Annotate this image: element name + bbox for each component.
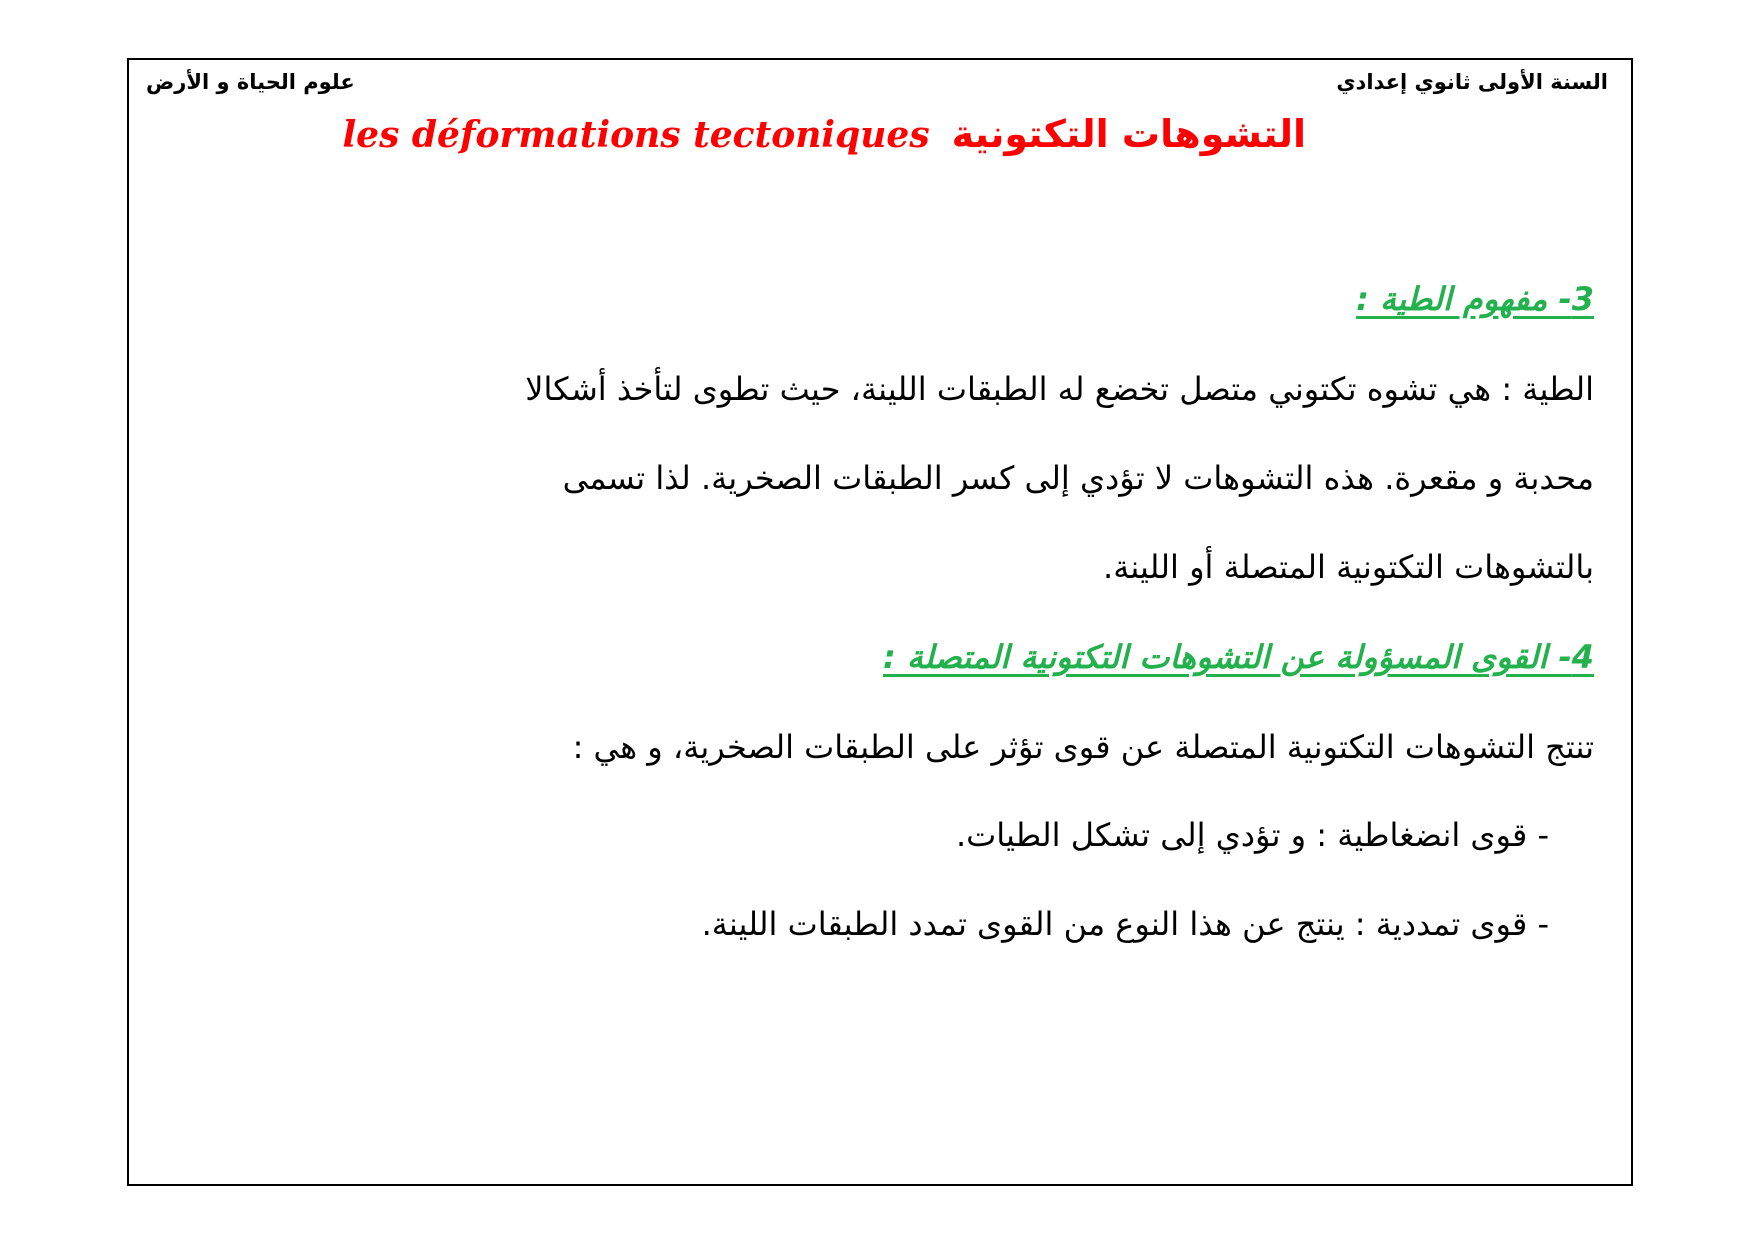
section-3-line-3: بالتشوهات التكتونية المتصلة أو اللينة.: [1103, 548, 1594, 586]
section-4-bullet-2: - قوى تمددية : ينتج عن هذا النوع من القوى تمدد الطبقات اللينة.: [701, 905, 1549, 943]
title-arabic: التشوهات التكتونية: [951, 112, 1306, 156]
header-level: السنة الأولى ثانوي إعدادي: [1336, 70, 1608, 94]
page-frame: [127, 58, 1633, 1186]
title-french: les déformations tectoniques: [342, 114, 930, 156]
section-3-line-2: محدبة و مقعرة. هذه التشوهات لا تؤدي إلى كسر الطبقات الصخرية. لذا تسمى: [562, 459, 1594, 497]
section-3-line-1: الطية : هي تشوه تكتوني متصل تخضع له الطبقات اللينة، حيث تطوى لتأخذ أشكالا: [525, 370, 1594, 408]
section-4-bullet-1: - قوى انضغاطية : و تؤدي إلى تشكل الطيات.: [955, 816, 1549, 854]
section-4-intro: تنتج التشوهات التكتونية المتصلة عن قوى تؤثر على الطبقات الصخرية، و هي :: [572, 728, 1594, 766]
section-4-heading: 4- القوى المسؤولة عن التشوهات التكتونية المتصلة :: [882, 638, 1594, 676]
document-title: [343, 112, 1307, 156]
header-subject: علوم الحياة و الأرض: [146, 70, 355, 94]
section-3-heading: 3- مفهوم الطية :: [1356, 280, 1594, 318]
